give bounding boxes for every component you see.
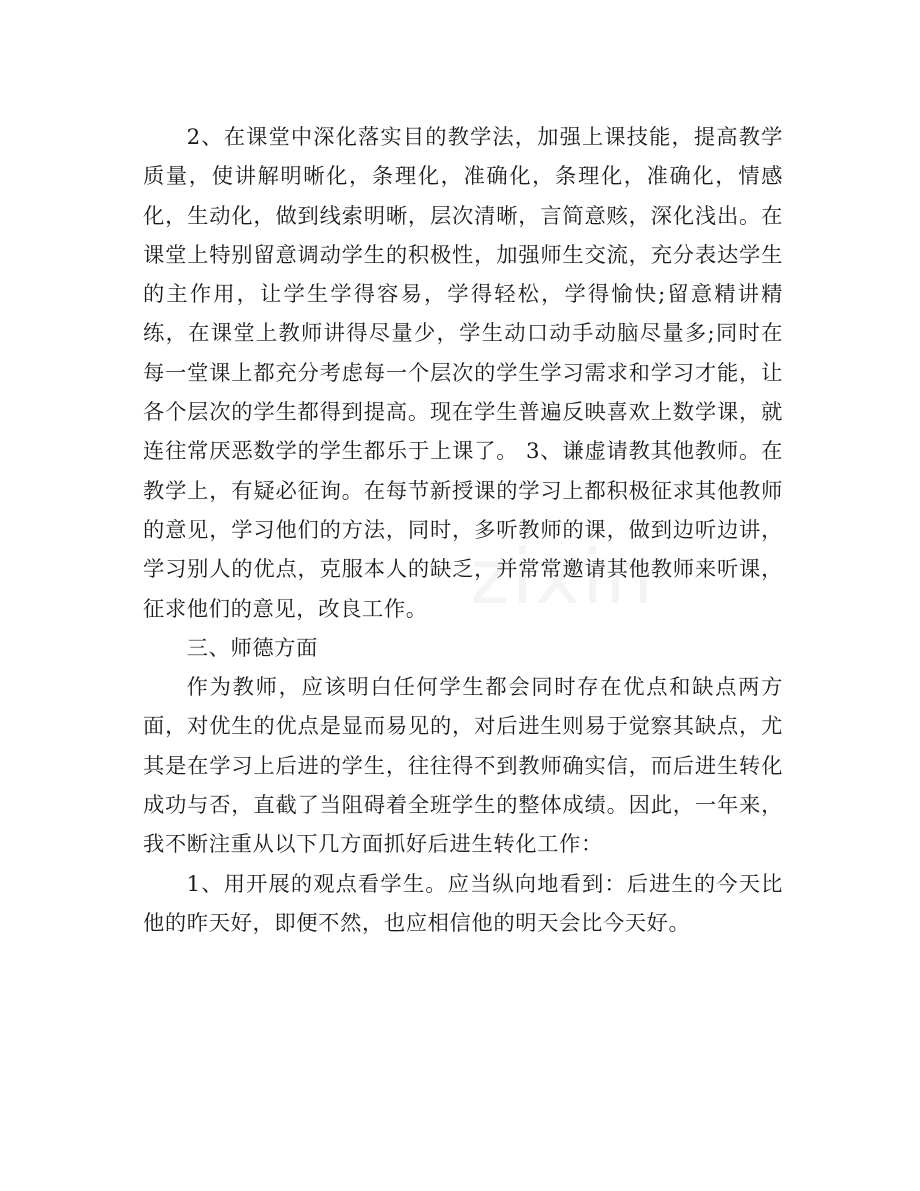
paragraph-teaching-methods: 2、在课堂中深化落实目的教学法，加强上课技能，提高教学质量，使讲解明晰化，条理化，准确化，条理化，准确化，情感化，生动化，做到线索明晰，层次清晰，言简意赅，深化浅出。在课堂上特别留意调动学生的积极性，加强师生交流，充分表达学生的主作用，让学生学得容易，学得轻松，学得愉快;留意精讲精练，在课堂上教师讲得尽量少，学生动口动手动脑尽量多;同时在每一堂课上都充分考虑每一个层次的学生学习需求和学习才能，让各个层次的学生都得到提高。现在学生普遍反映喜欢上数学课，就连往常厌恶数学的学生都乐于上课了。 3、谦虚请教其他教师。在教学上，有疑必征询。在每节新授课的学习上都积极征求其他教师的意见，学习他们的方法，同时，多听教师的课，做到边听边讲，学习别人的优点，克服本人的缺乏，并常常邀请其他教师来听课，征求他们的意见，改良工作。 (143, 125, 783, 622)
paragraph-development-view: 1、用开展的观点看学生。应当纵向地看到：后进生的今天比他的昨天好，即便不然，也应相信他的明天会比今天好。 (143, 871, 783, 936)
watermark: zixin (470, 532, 656, 621)
section-heading-ethics: 三、师德方面 (186, 635, 319, 661)
document-body (143, 118, 783, 943)
paragraph-ethics: 作为教师，应该明白任何学生都会同时存在优点和缺点两方面，对优生的优点是显而易见的，对后进生则易于觉察其缺点，尤其是在学习上后进的学生，往往得不到教师确实信，而后进生转化成功与否，直截了当阻碍着全班学生的整体成绩。因此，一年来，我不断注重从以下几方面抓好后进生转化工作： (143, 675, 783, 858)
